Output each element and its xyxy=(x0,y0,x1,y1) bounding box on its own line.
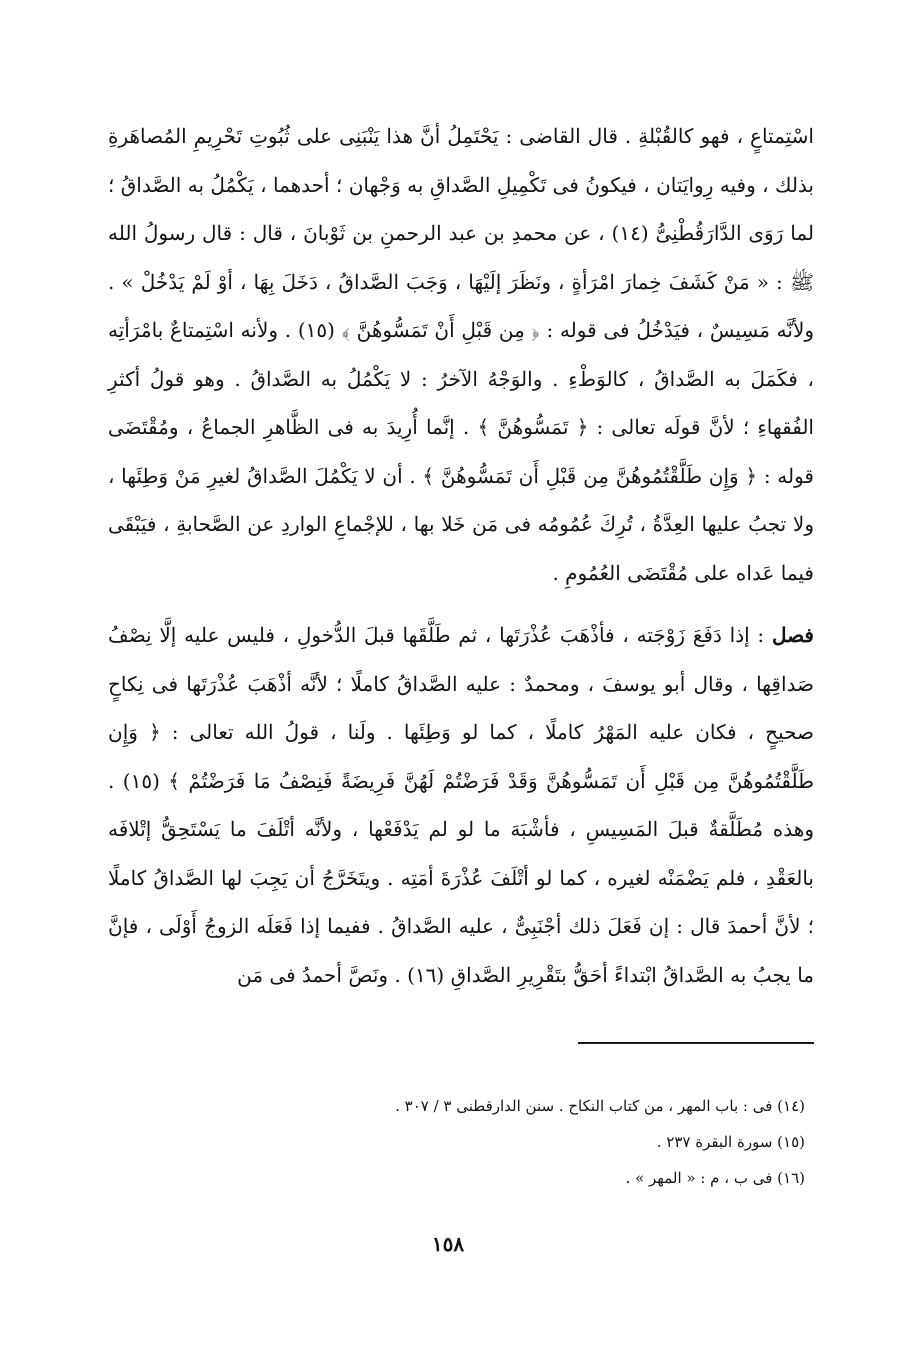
footnote-16: (١٦) فى ب ، م : « المهر » . xyxy=(625,1169,805,1187)
footnote-14: (١٤) فى : باب المهر ، من كتاب النكاح . سنن الدارقطنى ٣ / ٣٠٧ . xyxy=(395,1097,805,1115)
paragraph-2 xyxy=(108,611,814,999)
footnote-divider xyxy=(578,1042,814,1044)
paragraph-2-text: : إذا دَفَعَ زَوْجَته ، فأذْهَبَ عُذْرَتَها ، ثم طَلَّقَها قبلَ الدُّخولِ ، فليس عليه إلَّا نِصْفُ صَداقِها ، وقال أبو يوسفَ ، ومحمدٌ : عليه الصَّداقُ كاملًا ؛ لأنَّه أذْهَبَ عُذْرَتَها فى نِكاحٍ صحيحٍ ، فكان عليه المَهْرُ كاملًا ، كما لو وَطِئَها . ولَنا ، قولُ الله تعالى : ﴿ وَإِن طَلَّقْتُمُوهُنَّ مِن قَبْلِ أَن تَمَسُّوهُنَّ وَقَدْ فَرَضْتُمْ لَهُنَّ فَرِيضَةً فَنِصْفُ مَا فَرَضْتُمْ ﴾ (١٥) . وهذه مُطَلَّقةٌ قبلَ المَسِيسِ ، فأشْبَهَ ما لو لم يَدْفَعْها ، ولأنَّه أتْلَفَ ما يَسْتَحِقُّ إتْلافَه بالعَقْدِ ، فلم يَضْمَنْه لغيره ، كما لو أتْلَفَ عُذْرَةَ أمَتِه . ويتَخَرَّجُ أن يَجِبَ لها الصَّداقُ كاملًا ؛ لأنَّ أحمدَ قال : إن فَعَلَ ذلك أجْنَبِىٌّ ، عليه الصَّداقُ . ففيما إذا فَعَلَه الزوجُ أَوْلَى ، فإنَّ ما يجبُ به الصَّداقُ ابْتداءً أحَقُّ بتَقْرِيرِ الصَّداقِ (١٦) . ونَصَّ أحمدُ فى مَن xyxy=(108,623,814,987)
footnote-15: (١٥) سورة البقرة ٢٣٧ . xyxy=(656,1133,805,1151)
page-number: ١٥٨ xyxy=(431,1232,465,1256)
footnotes xyxy=(108,1088,805,1196)
main-text xyxy=(108,112,814,999)
section-label-fasl: فصل xyxy=(771,623,814,647)
paragraph-1: اسْتِمتاعٍ ، فهو كالقُبْلةِ . قال القاضى : يَحْتَمِلُ أنَّ هذا يَنْبَنِى على ثُبُوتِ تَحْرِيمِ المُصاهَرةِ بذلك ، وفيه رِوايَتان ، فيكونُ فى تَكْمِيلِ الصَّداقِ به وَجْهان ؛ أحدهما ، يَكْمُلُ به الصَّداقُ ؛ لما رَوَى الدَّارَقُطْنِىُّ (١٤) ، عن محمدِ بن عبد الرحمنِ بن ثَوْبانَ ، قال : قال رسولُ الله ﷺ : « مَنْ كَشَفَ خِمارَ امْرَأةٍ ، ونَظَرَ إلَيْهَا ، وَجَبَ الصَّداقُ ، دَخَلَ بِهَا ، أوْ لَمْ يَدْخُلْ » . ولأنَّه مَسِيسٌ ، فيَدْخُلُ فى قوله : ﴿ مِن قَبْلِ أَنْ تَمَسُّوهُنَّ ﴾ (١٥) . ولأنه اسْتِمتاعٌ بامْرَأتِه ، فكَمَلَ به الصَّداقُ ، كالوَطْءِ . والوَجْهُ الآخرُ : لا يَكْمُلُ به الصَّداقُ . وهو قولُ أكثرِ الفُقهاءِ ؛ لأنَّ قولَه تعالى : ﴿ تَمَسُّوهُنَّ ﴾ . إنَّما أُرِيدَ به فى الظَّاهرِ الجماعُ ، ومُقْتَضَى قوله : ﴿ وَإِن طَلَّقْتُمُوهُنَّ مِن قَبْلِ أَن تَمَسُّوهُنَّ ﴾ . أن لا يَكْمُلَ الصَّداقُ لغيرِ مَنْ وَطِئَها ، ولا تجبُ عليها العِدَّةُ ، تُرِكَ عُمُومُه فى مَن خَلا بها ، للإجْماعِ الواردِ عن الصَّحابةِ ، فيَبْقَى فيما عَداه على مُقْتَضَى العُمُومِ . xyxy=(108,124,815,585)
